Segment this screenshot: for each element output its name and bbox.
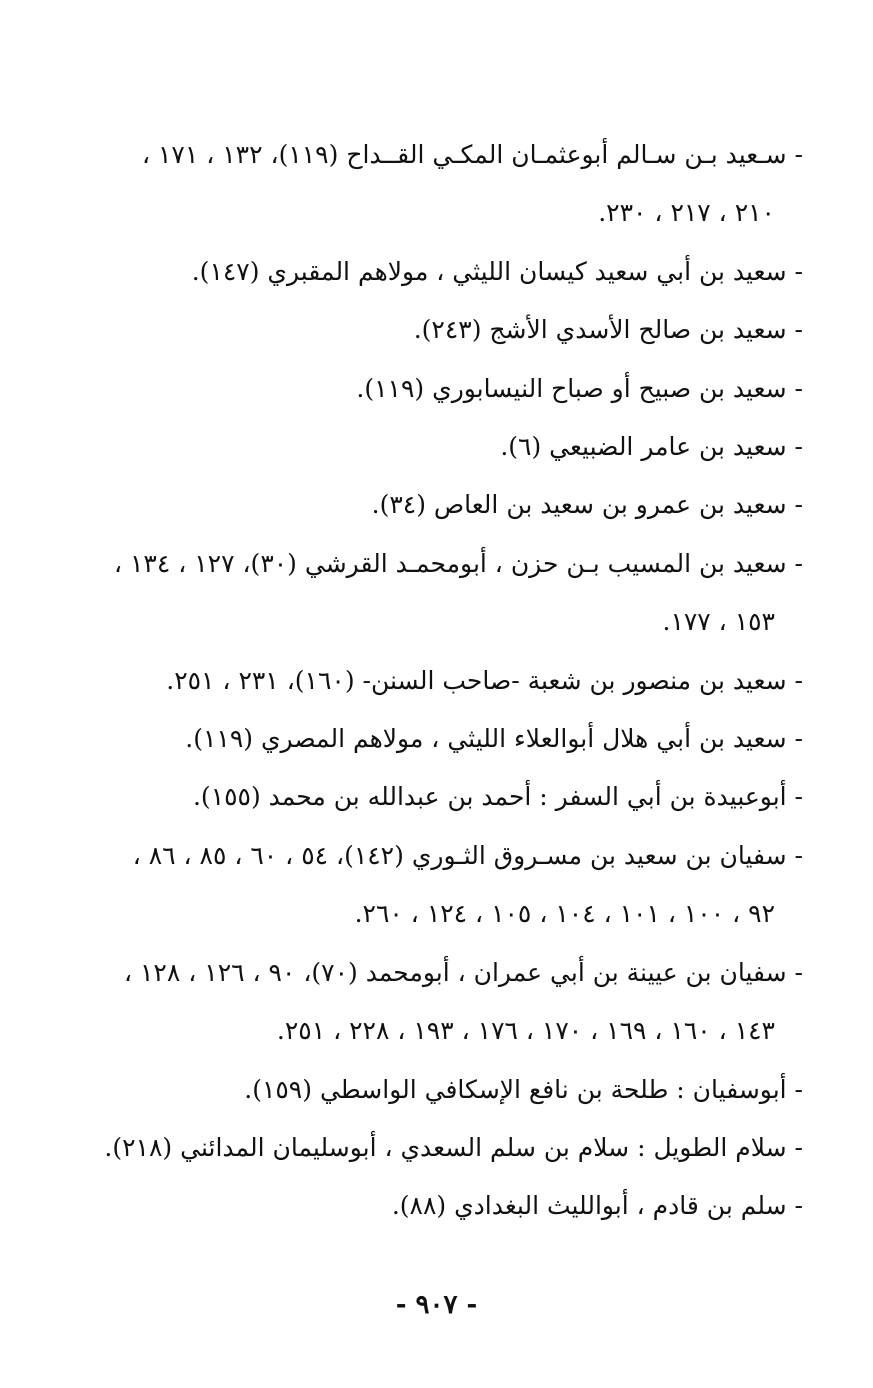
index-entry (78, 1177, 803, 1235)
entry-line: - سلم بن قادم ، أبوالليث البغدادي (٨٨). (391, 1191, 803, 1221)
index-entry (78, 418, 803, 476)
entry-line: - سعيد بن المسيب بـن حزن ، أبومحمـد القرشي (٣٠)، ١٢٧ ، ١٣٤ ، (113, 548, 803, 578)
index-entry (78, 535, 803, 652)
entry-line: - أبوعبيدة بن أبي السفر : أحمد بن عبدالله بن محمد (١٥٥). (192, 782, 803, 812)
entry-line: - سفيان بن عيينة بن أبي عمران ، أبومحمد (٧٠)، ٩٠ ، ١٢٦ ، ١٢٨ ، (123, 957, 803, 987)
index-entry (78, 476, 803, 534)
index-entry (78, 827, 803, 944)
index-entry (78, 126, 803, 243)
entry-continuation-line: ٩٢ ، ١٠٠ ، ١٠١ ، ١٠٤ ، ١٠٥ ، ١٢٤ ، ٢٦٠. (354, 899, 775, 929)
index-entry (78, 360, 803, 418)
entry-line: - سعيد بن منصور بن شعبة -صاحب السنن- (١٦٠)، ٢٣١ ، ٢٥١. (166, 665, 803, 695)
entry-continuation-line: ٢١٠ ، ٢١٧ ، ٢٣٠. (598, 198, 775, 228)
entry-line: - سعيد بن صبيح أو صباح النيسابوري (١١٩). (356, 373, 803, 403)
entry-line: - سعيد بن صالح الأسدي الأشج (٢٤٣). (413, 315, 803, 345)
index-entry (78, 710, 803, 768)
entry-line: - سعيد بن عمرو بن سعيد بن العاص (٣٤). (371, 490, 803, 520)
index-entry (78, 768, 803, 826)
index-entry (78, 243, 803, 301)
entry-line: - سعيد بن أبي هلال أبوالعلاء الليثي ، مولاهم المصري (١١٩). (185, 724, 803, 754)
entry-line: - سلام الطويل : سلام بن سلم السعدي ، أبوسليمان المدائني (٢١٨). (104, 1132, 803, 1162)
index-entry (78, 301, 803, 359)
entry-line: - سفيان بن سعيد بن مسـروق الثـوري (١٤٢)، ٥٤ ، ٦٠ ، ٨٥ ، ٨٦ ، (132, 840, 803, 870)
entry-continuation-line: ١٥٣ ، ١٧٧. (662, 607, 775, 637)
index-entries (78, 126, 803, 1236)
entry-line: - أبوسفيان : طلحة بن نافع الإسكافي الواسطي (١٥٩). (244, 1074, 803, 1104)
page-number: - ٩٠٧ - (395, 1290, 478, 1320)
entry-line: - سعيد بن أبي سعيد كيسان الليثي ، مولاهم المقبري (١٤٧). (191, 256, 803, 286)
entry-line: - سعيد بن عامر الضبيعي (٦). (500, 432, 803, 462)
entry-line: - سـعيد بـن سـالم أبوعثمـان المكـي القــداح (١١٩)، ١٣٢ ، ١٧١ ، (141, 140, 803, 169)
index-entry (78, 1061, 803, 1119)
index-entry (78, 1119, 803, 1177)
index-entry (78, 652, 803, 710)
entry-continuation-line: ١٤٣ ، ١٦٠ ، ١٦٩ ، ١٧٠ ، ١٧٦ ، ١٩٣ ، ٢٢٨ ، ٢٥١. (276, 1016, 775, 1046)
index-entry (78, 944, 803, 1061)
